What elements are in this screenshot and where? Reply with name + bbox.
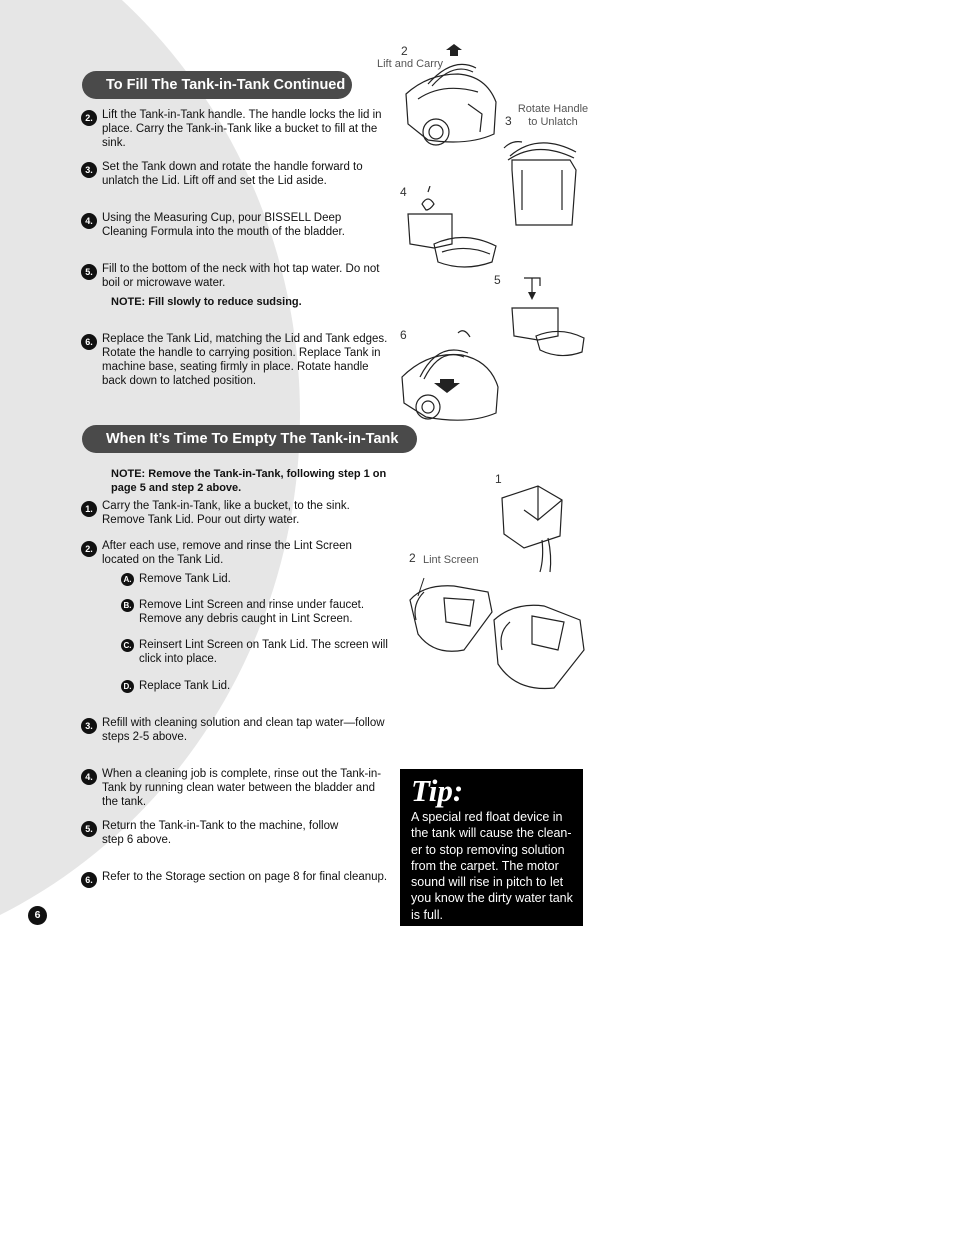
illustration-lint-screen	[404, 570, 590, 692]
substep-text: Replace Tank Lid.	[139, 680, 231, 692]
step-badge: 2.	[81, 541, 97, 557]
illustration-rotate-handle	[502, 130, 587, 230]
step-text: When a cleaning job is complete, rinse out the Tank-in-Tank by running clean water between the bladder and the tank.	[102, 768, 382, 808]
section-header-fill: To Fill The Tank-in-Tank Continued	[82, 71, 352, 99]
step-badge: 6.	[81, 334, 97, 350]
step-badge: 6.	[81, 872, 97, 888]
substep-badge: A.	[121, 573, 134, 586]
illustration-pour-formula	[404, 186, 504, 272]
illustration-fill-water	[508, 276, 588, 360]
step-badge: 1.	[81, 501, 97, 517]
step-badge: 5.	[81, 821, 97, 837]
substep-badge: D.	[121, 680, 134, 693]
figure-number-6: 6	[400, 328, 407, 342]
section-header-empty: When It’s Time To Empty The Tank-in-Tank	[82, 425, 417, 453]
page-number: 6	[28, 906, 47, 925]
figure-caption-lint-screen: Lint Screen	[423, 554, 479, 566]
substep-text: Remove Lint Screen and rinse under faucet. Remove any debris caught in Lint Screen.	[139, 599, 365, 625]
step-text: Return the Tank-in-Tank to the machine, follow step 6 above.	[102, 820, 339, 846]
step-badge: 4.	[81, 769, 97, 785]
step-text: Carry the Tank-in-Tank, like a bucket, to the sink. Remove Tank Lid. Pour out dirty water.	[102, 500, 350, 526]
figure-caption-rotate-handle: Rotate Handle to Unlatch	[517, 103, 589, 128]
step-badge: 5.	[81, 264, 97, 280]
step-text: Set the Tank down and rotate the handle forward to unlatch the Lid. Lift off and set the Lid aside.	[102, 161, 363, 187]
illustration-replace-tank	[398, 327, 502, 427]
step-text: Lift the Tank-in-Tank handle. The handle locks the lid in place. Carry the Tank-in-Tank like a bucket to fill at the sink.	[102, 109, 382, 149]
step-text: Fill to the bottom of the neck with hot tap water. Do not boil or microwave water.	[102, 263, 380, 289]
empty-note: NOTE: Remove the Tank-in-Tank, following step 1 on page 5 and step 2 above.	[111, 468, 387, 494]
figure-number-empty-2: 2	[409, 551, 416, 565]
step-badge: 3.	[81, 162, 97, 178]
step-text: After each use, remove and rinse the Lint Screen located on the Tank Lid.	[102, 540, 352, 566]
figure-number-3: 3	[505, 114, 512, 128]
substep-text: Remove Tank Lid.	[139, 573, 231, 585]
illustration-pour-out	[498, 480, 568, 575]
figure-number-2: 2	[401, 44, 408, 58]
figure-caption-lift-carry: Lift and Carry	[377, 58, 444, 70]
step-badge: 4.	[81, 213, 97, 229]
step-badge: 3.	[81, 718, 97, 734]
tip-text: A special red float device in the tank will cause the clean-er to stop removing solution from the carpet. The motor sound will rise in pitch to let you know the dirty water tank is full.	[411, 810, 573, 922]
figure-number-empty-1: 1	[495, 472, 502, 486]
figure-number-4: 4	[400, 185, 407, 199]
step-badge: 2.	[81, 110, 97, 126]
step-text: Replace the Tank Lid, matching the Lid and Tank edges. Rotate the handle to carrying position. Replace Tank in machine base, seating firmly in place. Rotate handle back down to latched position.	[102, 333, 388, 387]
step-text: Refill with cleaning solution and clean tap water—follow steps 2-5 above.	[102, 717, 385, 743]
substep-badge: C.	[121, 639, 134, 652]
illustration-lift-carry	[398, 44, 502, 154]
substep-text: Reinsert Lint Screen on Tank Lid. The screen will click into place.	[139, 639, 388, 665]
tip-box	[400, 769, 583, 926]
figure-number-5: 5	[494, 273, 501, 287]
step-text: Using the Measuring Cup, pour BISSELL Deep Cleaning Formula into the mouth of the bladder.	[102, 212, 345, 238]
substep-badge: B.	[121, 599, 134, 612]
fill-note: NOTE: Fill slowly to reduce sudsing.	[111, 296, 302, 308]
step-text: Refer to the Storage section on page 8 for final cleanup.	[102, 871, 388, 883]
tip-title: Tip:	[411, 773, 464, 808]
